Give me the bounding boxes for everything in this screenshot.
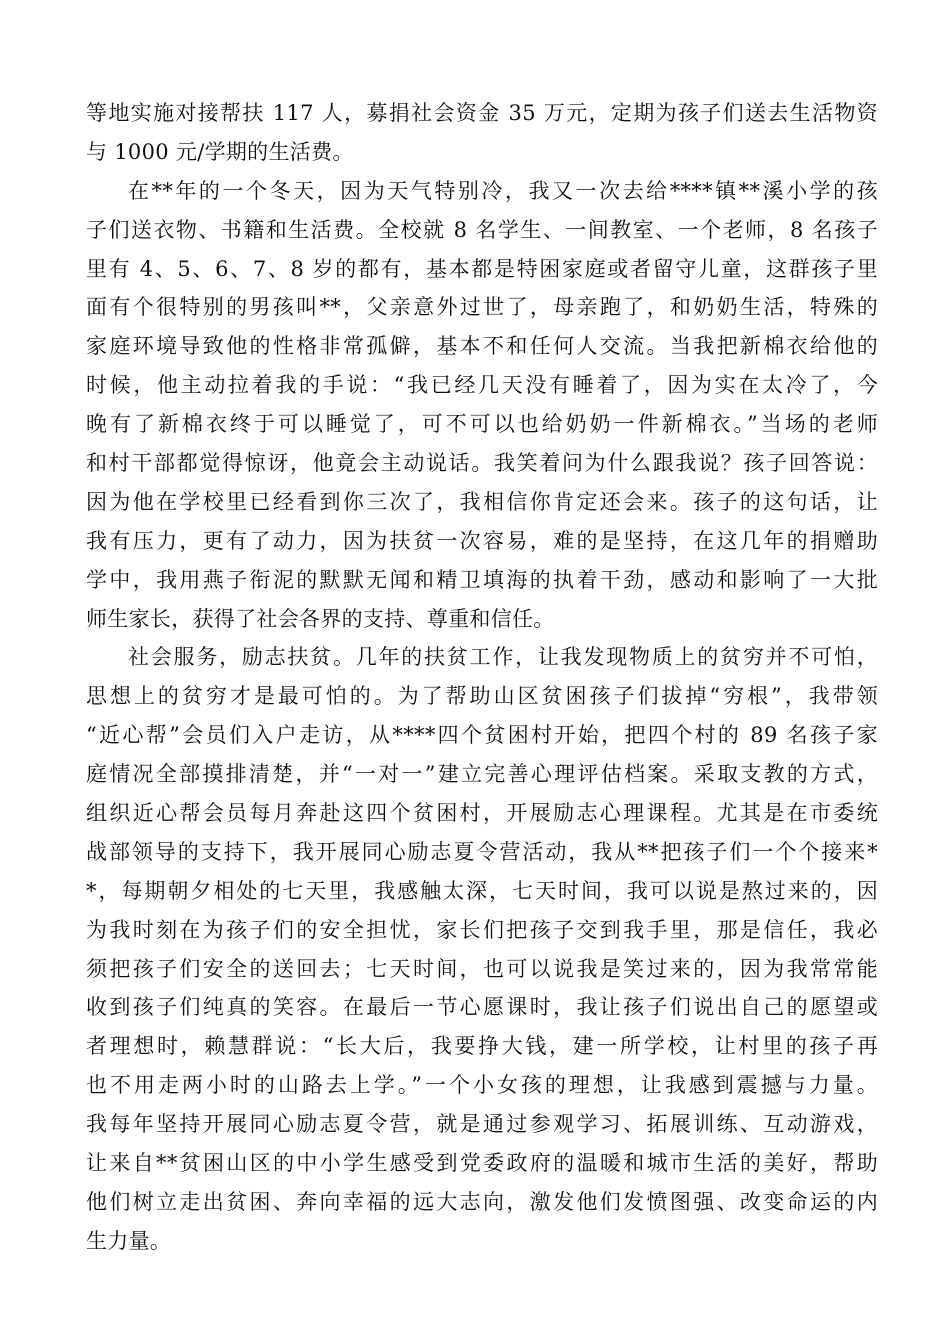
text-line: 里有 4、5、6、7、8 岁的都有，基本都是特困家庭或者留守儿童，这群孩子里 xyxy=(86,256,878,281)
text-line: 等地实施对接帮扶 117 人，募捐社会资金 35 万元，定期为孩子们送去生活物资 xyxy=(86,101,878,125)
document-page xyxy=(86,94,878,1261)
paragraph-1 xyxy=(86,94,878,172)
text-line: 师生家长，获得了社会各界的支持、尊重和信任。 xyxy=(86,606,555,631)
text-line: 因为他在学校里已经看到你三次了，我相信你肯定还会来。孩子的这句话，让 xyxy=(86,489,878,514)
text-line: 让来自**贫困山区的中小学生感受到党委政府的温暖和城市生活的美好，帮助 xyxy=(86,1151,878,1176)
text-line: 组织近心帮会员每月奔赴这四个贫困村，开展励志心理课程。尤其是在市委统 xyxy=(86,801,878,826)
text-line: 面有个很特别的男孩叫**，父亲意外过世了，母亲跑了，和奶奶生活，特殊的 xyxy=(86,295,878,320)
paragraph-3 xyxy=(86,638,878,1260)
text-line: 须把孩子们安全的送回去；七天时间，也可以说我是笑过来的，因为我常常能 xyxy=(86,956,878,981)
text-line: 家庭环境导致他的性格非常孤僻，基本不和任何人交流。当我把新棉衣给他的 xyxy=(86,334,878,359)
text-line: 生力量。 xyxy=(86,1228,172,1253)
text-line: 和村干部都觉得惊讶，他竟会主动说话。我笑着问为什么跟我说？孩子回答说： xyxy=(86,451,878,476)
text-line: 收到孩子们纯真的笑容。在最后一节心愿课时，我让孩子们说出自己的愿望或 xyxy=(86,995,878,1020)
text-line: 思想上的贫穷才是最可怕的。为了帮助山区贫困孩子们拔掉“穷根”，我带领 xyxy=(86,684,878,709)
text-line: 战部领导的支持下，我开展同心励志夏令营活动，我从**把孩子们一个个接来* xyxy=(86,839,878,864)
text-line: 在**年的一个冬天，因为天气特别冷，我又一次去给****镇**溪小学的孩 xyxy=(128,178,878,203)
text-line: 学中，我用燕子衔泥的默默无闻和精卫填海的执着干劲，感动和影响了一大批 xyxy=(86,567,878,592)
text-line: 晚有了新棉衣终于可以睡觉了，可不可以也给奶奶一件新棉衣。”当场的老师 xyxy=(86,412,878,437)
text-line: 与 1000 元/学期的生活费。 xyxy=(86,139,354,164)
text-line: 他们树立走出贫困、奔向幸福的远大志向，激发他们发愤图强、改变命运的内 xyxy=(86,1189,878,1214)
text-line: *，每期朝夕相处的七天里，我感触太深，七天时间，我可以说是熬过来的，因 xyxy=(86,878,878,903)
text-line: 为我时刻在为孩子们的安全担忧，家长们把孩子交到我手里，那是信任，我必 xyxy=(86,917,878,942)
text-line: 时候，他主动拉着我的手说：“我已经几天没有睡着了，因为实在太冷了，今 xyxy=(86,373,878,398)
text-line: 我有压力，更有了动力，因为扶贫一次容易，难的是坚持，在这几年的捐赠助 xyxy=(86,528,878,553)
text-line: 子们送衣物、书籍和生活费。全校就 8 名学生、一间教室、一个老师，8 名孩子 xyxy=(86,217,878,242)
text-line: 我每年坚持开展同心励志夏令营，就是通过参观学习、拓展训练、互动游戏， xyxy=(86,1112,878,1137)
text-line: 者理想时，赖慧群说：“长大后，我要挣大钱，建一所学校，让村里的孩子再 xyxy=(86,1034,878,1059)
text-line: “近心帮”会员们入户走访，从****四个贫困村开始，把四个村的 89 名孩子家 xyxy=(86,723,878,748)
text-line: 社会服务，励志扶贫。几年的扶贫工作，让我发现物质上的贫穷并不可怕， xyxy=(128,645,878,670)
text-line: 也不用走两小时的山路去上学。”一个小女孩的理想，让我感到震撼与力量。 xyxy=(86,1073,878,1098)
paragraph-2 xyxy=(86,172,878,639)
text-line: 庭情况全部摸排清楚，并“一对一”建立完善心理评估档案。采取支教的方式， xyxy=(86,762,878,787)
